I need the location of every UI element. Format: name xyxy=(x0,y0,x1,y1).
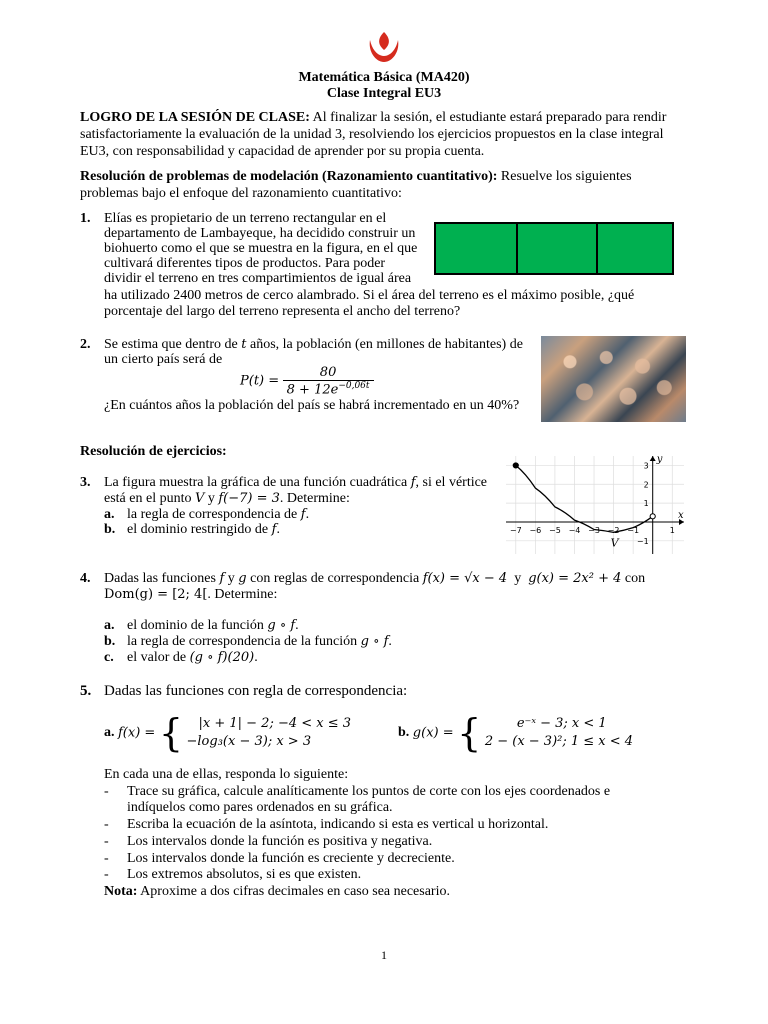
p4-b-body: la regla de correspondencia de la función xyxy=(127,634,361,649)
nota-label: Nota: xyxy=(104,884,138,899)
x-tick-label: −3 xyxy=(588,525,600,535)
p3-text-d: y xyxy=(204,491,219,506)
p4-a-label: a. xyxy=(104,618,115,633)
page-number: 1 xyxy=(381,948,387,962)
university-logo xyxy=(364,30,404,66)
formula-fraction xyxy=(283,365,374,397)
logro-line1: Al finalizar la sesión, el estudiante estará preparado para rendir xyxy=(312,110,667,125)
x-tick-label: −6 xyxy=(529,525,542,535)
p5-b-brace: { xyxy=(457,711,482,755)
p4-c-label: c. xyxy=(104,650,114,665)
x-axis-label: x xyxy=(678,509,684,521)
modelacion-label: Resolución de problemas de modelación (Razonamiento cuantitativo): xyxy=(80,169,498,184)
p5-bullet-1: Trace su gráfica, calcule analíticamente los puntos de corte con los ejes coordenados e xyxy=(127,784,611,799)
p4-con: con xyxy=(621,571,646,586)
p3-condition: f(−7) = 3 xyxy=(218,491,280,506)
p5-b-case1: e⁻ˣ − 3; x < 1 xyxy=(516,716,607,731)
p1-line6: ha utilizado 2400 metros de cerco alambrado. Si el área del terreno es el máximo posible, ¿qué xyxy=(104,288,635,303)
vertex-label: V xyxy=(610,536,619,550)
p3-a-label: a. xyxy=(104,507,115,522)
formula-lhs: P(t) = xyxy=(240,373,280,389)
p5-b-cases xyxy=(485,715,633,751)
y-tick-label: 2 xyxy=(643,480,649,490)
y-tick-label: 1 xyxy=(643,499,649,509)
p5-nota xyxy=(104,884,450,900)
p4-a-text xyxy=(127,618,299,634)
x-tick-label: −2 xyxy=(607,525,620,535)
p4-a-dot: . xyxy=(295,618,299,633)
p5-function-a xyxy=(104,711,352,755)
p2-text-b: años, la población (en millones de habitantes) de xyxy=(246,337,523,352)
p3-number: 3. xyxy=(80,475,91,490)
p3-a-var-f: f xyxy=(300,507,306,522)
p3-b-text xyxy=(127,522,280,538)
population-formula xyxy=(240,365,374,397)
p4-and: y xyxy=(507,571,529,586)
p4-number: 4. xyxy=(80,571,91,586)
p5-bullet-4: Los intervalos donde la función es creciente y decreciente. xyxy=(127,851,455,866)
modelacion-rest: Resuelve los siguientes xyxy=(500,169,632,184)
field-divider-2 xyxy=(596,224,598,273)
resolucion-heading: Resolución de ejercicios: xyxy=(80,444,227,459)
p4-b-label: b. xyxy=(104,634,116,649)
y-tick-label: −1 xyxy=(636,536,649,546)
p5-dash-5: - xyxy=(104,867,109,882)
p5-a-case1: |x + 1| − 2; −4 < x ≤ 3 xyxy=(198,716,352,731)
course-title: Matemática Básica (MA420) xyxy=(298,70,470,85)
p5-bullet-2: Escriba la ecuación de la asíntota, indicando si esta es vertical u horizontal. xyxy=(127,817,549,832)
p4-c-body: el valor de xyxy=(127,650,190,665)
p4-c-gof20: (g ∘ f)(20) xyxy=(189,650,255,665)
nota-text: Aproxime a dos cifras decimales en caso sea necesario. xyxy=(140,884,450,899)
p1-line3: biohuerto como el que se muestra en la figura, en el que xyxy=(104,241,418,256)
p3-b-body: el dominio restringido de xyxy=(127,522,272,537)
p5-bullet-5: Los extremos absolutos, si es que existen. xyxy=(127,867,362,882)
formula-denominator xyxy=(283,381,374,397)
p3-a-dot: . xyxy=(305,507,310,522)
p5-intro: Dadas las funciones con regla de correspondencia: xyxy=(104,683,408,699)
p2-line2: un cierto país será de xyxy=(104,352,223,367)
open-endpoint xyxy=(650,514,655,519)
field-divider-1 xyxy=(516,224,518,273)
logro-label: LOGRO DE LA SESIÓN DE CLASE: xyxy=(80,110,310,125)
p4-a-body: el dominio de la función xyxy=(127,618,268,633)
p5-dash-2: - xyxy=(104,817,109,832)
p5-number: 5. xyxy=(80,683,92,699)
p4-b-gof: g ∘ f xyxy=(360,634,389,649)
p4-var-f: f xyxy=(219,571,225,586)
p3-b-var-f: f xyxy=(271,522,277,537)
p4-b-dot: . xyxy=(388,634,392,649)
p1-number: 1. xyxy=(80,211,91,226)
p4-text-y: y xyxy=(224,571,239,586)
p2-var-t: t xyxy=(241,337,247,352)
p1-line7: porcentaje del largo del terreno representa el ancho del terreno? xyxy=(104,304,461,319)
p4-text-b: con reglas de correspondencia xyxy=(246,571,423,586)
p5-a-cases xyxy=(187,715,352,751)
quadratic-chart xyxy=(498,450,690,560)
x-tick-label: −5 xyxy=(549,525,561,535)
p4-text-a: Dadas las funciones xyxy=(104,571,220,586)
p4-a-gof: g ∘ f xyxy=(267,618,296,633)
denominator-base: 8 + 12e xyxy=(286,382,339,398)
crowd-photo xyxy=(541,336,686,422)
formula-numerator: 80 xyxy=(283,365,374,381)
p3-text-e: . Determine: xyxy=(279,491,350,506)
y-axis-arrow xyxy=(650,456,656,461)
p4-line2 xyxy=(104,587,277,603)
p5-b-lhs: g(x) = xyxy=(412,725,454,741)
p3-line2 xyxy=(104,491,350,507)
p3-text-b: , si el vértice xyxy=(415,475,488,490)
p5-b-label: b. xyxy=(398,725,410,740)
p3-text-c: está en el punto xyxy=(104,491,195,506)
p5-bullet-3: Los intervalos donde la función es positiva y negativa. xyxy=(127,834,433,849)
p2-question: ¿En cuántos años la población del país se habrá incrementado en un 40%? xyxy=(104,398,520,413)
p4-gx: g(x) = 2x² + 4 xyxy=(528,571,622,586)
biohuerto-figure xyxy=(434,222,674,275)
p5-respond: En cada una de ellas, responda lo siguiente: xyxy=(104,767,349,782)
x-tick-label: −4 xyxy=(568,525,581,535)
p5-b-case2: 2 − (x − 3)²; 1 ≤ x < 4 xyxy=(484,734,634,749)
x-tick-label: −7 xyxy=(509,525,522,535)
x-tick-label: −1 xyxy=(627,525,640,535)
p3-b-dot: . xyxy=(276,522,280,537)
p4-c-dot: . xyxy=(254,650,258,665)
p4-fx: f(x) = √x − 4 xyxy=(422,571,508,586)
logro-line2: satisfactoriamente la evaluación de la unidad 3, resolviendo los ejercicios propuestos en la clase integral xyxy=(80,127,664,142)
closed-endpoint xyxy=(513,463,518,468)
p1-line2: departamento de Lambayeque, ha decidido construir un xyxy=(104,226,416,241)
p3-text-a: La figura muestra la gráfica de una función cuadrática xyxy=(104,475,411,490)
p5-a-label: a. xyxy=(104,725,115,740)
p5-a-lhs: f(x) = xyxy=(118,725,156,741)
logro-paragraph xyxy=(80,110,688,126)
p4-line1 xyxy=(104,571,688,587)
p2-text-a: Se estima que dentro de xyxy=(104,337,242,352)
p5-dash-3: - xyxy=(104,834,109,849)
p4-var-g: g xyxy=(238,571,247,586)
p3-a-text xyxy=(127,507,309,523)
p2-number: 2. xyxy=(80,337,91,352)
class-subtitle: Clase Integral EU3 xyxy=(326,86,442,101)
p2-line1 xyxy=(104,337,523,353)
p3-var-v: V xyxy=(194,491,205,506)
p5-dash-1: - xyxy=(104,784,109,799)
p5-dash-4: - xyxy=(104,851,109,866)
y-tick-label: 3 xyxy=(643,461,649,471)
p3-a-body: la regla de correspondencia de xyxy=(127,507,301,522)
p1-line4: cultivará diferentes tipos de productos. Para poder xyxy=(104,256,386,271)
logro-line3: EU3, con responsabilidad y capacidad de aprender por su propia cuenta. xyxy=(80,144,485,159)
p5-a-case2: −log₃(x − 3); x > 3 xyxy=(186,734,312,749)
p3-b-label: b. xyxy=(104,522,116,537)
p5-bullet-1-cont: indíquelos como pares ordenados en su gráfica. xyxy=(127,800,393,815)
modelacion-heading xyxy=(80,169,632,185)
p1-line1: Elías es propietario de un terreno rectangular en el xyxy=(104,211,387,226)
p5-function-b xyxy=(398,711,634,755)
p4-b-text xyxy=(127,634,392,650)
y-axis-label: y xyxy=(656,454,663,465)
modelacion-line2: problemas bajo el enfoque del razonamiento cuantitativo: xyxy=(80,186,402,201)
p5-a-brace: { xyxy=(158,711,183,755)
denominator-exponent: −0,06t xyxy=(338,381,370,391)
p3-var-f: f xyxy=(410,475,416,490)
p4-determine: . Determine: xyxy=(207,587,278,602)
x-tick-label: 1 xyxy=(669,525,675,535)
p3-line1 xyxy=(104,475,487,491)
p4-domain: Dom(g) = [2; 4[ xyxy=(104,587,208,602)
p1-line5: dividir el terreno en tres compartimientos de igual área xyxy=(104,271,412,286)
p4-c-text xyxy=(127,650,258,666)
